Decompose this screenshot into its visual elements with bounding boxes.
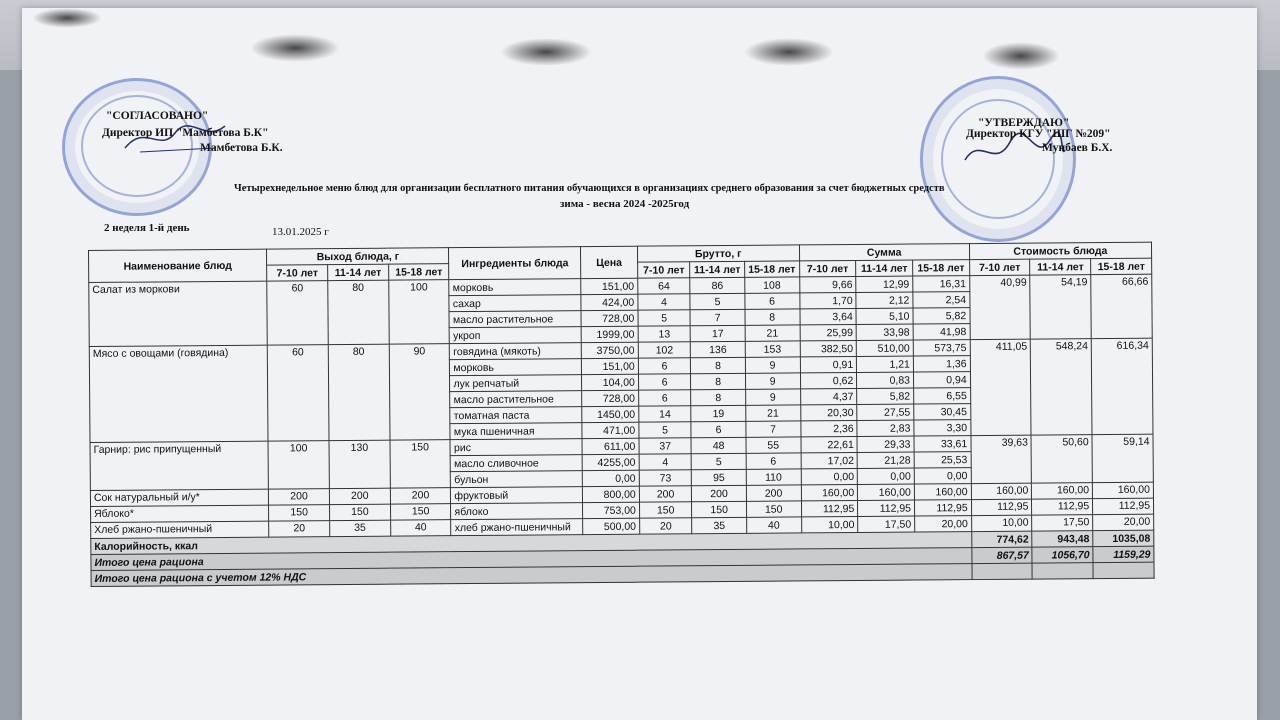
cost-cell: 59,14 xyxy=(1092,434,1153,482)
sum-cell: 160,00 xyxy=(914,484,971,500)
brutto-cell: 150 xyxy=(692,501,746,517)
price-cell: 424,00 xyxy=(581,294,638,310)
brutto-cell: 8 xyxy=(745,309,800,325)
output-cell: 80 xyxy=(328,344,390,440)
kcal-value: 943,48 xyxy=(1032,531,1093,547)
sum-cell: 5,10 xyxy=(856,308,913,324)
output-cell: 60 xyxy=(267,345,329,441)
price-cell: 3750,00 xyxy=(581,342,638,358)
sum-cell: 16,31 xyxy=(913,276,970,292)
sum-cell: 573,75 xyxy=(913,340,970,356)
age-header: 15-18 лет xyxy=(388,264,449,280)
brutto-cell: 21 xyxy=(745,325,800,341)
sum-cell: 1,70 xyxy=(799,292,856,308)
brutto-cell: 150 xyxy=(746,501,801,517)
brutto-cell: 200 xyxy=(639,486,692,502)
output-cell: 35 xyxy=(330,520,391,536)
output-cell: 150 xyxy=(390,440,451,488)
sum-cell: 0,00 xyxy=(801,468,858,484)
sum-cell: 2,54 xyxy=(913,292,970,308)
header-dish: Наименование блюд xyxy=(89,249,267,282)
brutto-cell: 40 xyxy=(746,517,801,533)
brutto-cell: 55 xyxy=(746,437,801,453)
dish-name-cell: Салат из моркови xyxy=(89,281,268,346)
sum-cell: 33,98 xyxy=(856,324,913,340)
brutto-cell: 35 xyxy=(692,517,746,533)
brutto-cell: 5 xyxy=(692,453,746,469)
kcal-value: 774,62 xyxy=(971,531,1032,547)
output-cell: 200 xyxy=(329,488,390,504)
sum-cell: 9,66 xyxy=(799,276,856,292)
approval-right-line3: Мунбаев Б.Х. xyxy=(1042,142,1113,154)
output-cell: 200 xyxy=(269,489,330,505)
print-smudge xyxy=(744,38,834,66)
age-header: 15-18 лет xyxy=(913,260,970,276)
sum-cell: 0,00 xyxy=(857,468,914,484)
sum-cell: 30,45 xyxy=(914,404,971,420)
output-cell: 80 xyxy=(328,280,389,344)
output-cell: 150 xyxy=(269,505,330,521)
sum-cell: 29,33 xyxy=(857,436,914,452)
print-smudge xyxy=(982,42,1060,70)
brutto-cell: 8 xyxy=(691,389,745,405)
total-value: 1159,29 xyxy=(1093,546,1154,562)
sum-cell: 25,53 xyxy=(914,452,971,468)
ingredient-cell: масло растительное xyxy=(449,311,581,328)
sum-cell: 1,21 xyxy=(857,356,914,372)
age-header: 11-14 лет xyxy=(1030,259,1091,275)
cost-cell: 39,63 xyxy=(971,435,1032,483)
sum-cell: 112,95 xyxy=(801,500,858,516)
brutto-cell: 4 xyxy=(638,294,691,310)
brutto-cell: 17 xyxy=(691,325,745,341)
brutto-cell: 9 xyxy=(745,373,800,389)
brutto-cell: 19 xyxy=(691,405,745,421)
output-cell: 150 xyxy=(329,504,390,520)
sum-cell: 382,50 xyxy=(800,340,857,356)
ingredient-cell: говядина (мякоть) xyxy=(450,343,582,360)
sum-cell: 3,64 xyxy=(800,308,857,324)
approval-left-line2: Директор ИП "Мамбетова Б.К" xyxy=(102,127,269,139)
brutto-cell: 86 xyxy=(690,277,744,293)
brutto-cell: 6 xyxy=(745,293,800,309)
sum-cell: 2,36 xyxy=(800,420,857,436)
kcal-label: Калорийность, ккал xyxy=(91,532,972,555)
sum-cell: 22,61 xyxy=(801,436,858,452)
brutto-cell: 102 xyxy=(638,342,691,358)
header-brutto: Брутто, г xyxy=(637,245,799,262)
output-cell: 90 xyxy=(389,344,451,440)
brutto-cell: 200 xyxy=(746,485,801,501)
ingredient-cell: фруктовый xyxy=(451,487,583,504)
brutto-cell: 95 xyxy=(692,469,746,485)
document-title: Четырехнедельное меню блюд для организации бесплатного питания обучающихся в организациях среднего образования за счет бюджетных средств xyxy=(234,183,945,194)
output-cell: 200 xyxy=(390,488,451,504)
brutto-cell: 6 xyxy=(638,358,691,374)
cost-cell: 66,66 xyxy=(1091,274,1152,338)
output-cell: 100 xyxy=(388,280,449,344)
sum-cell: 17,02 xyxy=(801,452,858,468)
price-cell: 151,00 xyxy=(581,278,638,294)
sum-cell: 3,30 xyxy=(914,420,971,436)
approval-left-line3: Мамбетова Б.К. xyxy=(200,142,283,154)
sum-cell: 0,83 xyxy=(857,372,914,388)
brutto-cell: 21 xyxy=(745,405,800,421)
age-header: 7-10 лет xyxy=(969,259,1030,275)
age-header: 15-18 лет xyxy=(744,261,799,277)
cost-cell: 160,00 xyxy=(971,483,1032,499)
ingredient-cell: лук репчатый xyxy=(450,375,582,392)
brutto-cell: 6 xyxy=(691,421,745,437)
sum-cell: 0,94 xyxy=(913,372,970,388)
print-smudge xyxy=(500,38,592,66)
sum-cell: 41,98 xyxy=(913,324,970,340)
cost-cell: 160,00 xyxy=(1032,483,1093,499)
sum-cell: 0,62 xyxy=(800,372,857,388)
price-cell: 800,00 xyxy=(582,486,639,502)
cost-cell: 20,00 xyxy=(1093,514,1154,530)
menu-table-body xyxy=(89,274,1154,538)
cost-cell: 54,19 xyxy=(1030,275,1091,339)
output-cell: 40 xyxy=(390,520,451,536)
cost-cell: 112,95 xyxy=(971,499,1032,515)
brutto-cell: 64 xyxy=(638,278,691,294)
ingredient-cell: укроп xyxy=(450,327,582,344)
price-cell: 1999,00 xyxy=(581,326,638,342)
age-header: 7-10 лет xyxy=(799,260,856,276)
sum-cell: 5,82 xyxy=(913,308,970,324)
price-cell: 471,00 xyxy=(582,422,639,438)
age-header: 11-14 лет xyxy=(328,264,389,280)
sum-cell: 5,82 xyxy=(857,388,914,404)
header-ingredients: Ингредиенты блюда xyxy=(449,247,581,280)
sum-cell: 10,00 xyxy=(801,516,858,532)
sum-cell: 0,91 xyxy=(800,356,857,372)
price-cell: 728,00 xyxy=(581,310,638,326)
output-cell: 20 xyxy=(269,521,330,537)
sum-cell: 112,95 xyxy=(858,500,915,516)
brutto-cell: 20 xyxy=(639,518,692,534)
ingredient-cell: хлеб ржано-пшеничный xyxy=(451,519,583,536)
sum-cell: 12,99 xyxy=(856,276,913,292)
sum-cell: 33,61 xyxy=(914,436,971,452)
brutto-cell: 6 xyxy=(638,374,691,390)
price-cell: 4255,00 xyxy=(582,454,639,470)
dish-name-cell: Хлеб ржано-пшеничный xyxy=(91,521,269,538)
brutto-cell: 200 xyxy=(692,485,746,501)
dish-name-cell: Гарнир: рис припущенный xyxy=(90,441,269,490)
age-header: 15-18 лет xyxy=(1091,258,1152,274)
brutto-cell: 4 xyxy=(639,454,692,470)
ingredient-cell: масло растительное xyxy=(450,391,582,408)
age-header: 11-14 лет xyxy=(856,260,913,276)
brutto-cell: 8 xyxy=(691,357,745,373)
cost-cell: 160,00 xyxy=(1093,482,1154,498)
age-header: 11-14 лет xyxy=(690,261,744,277)
sum-cell: 160,00 xyxy=(858,484,915,500)
ingredient-cell: сахар xyxy=(449,295,581,312)
dish-name-cell: Сок натуральный и/у* xyxy=(90,489,268,506)
sum-cell: 27,55 xyxy=(857,404,914,420)
brutto-cell: 7 xyxy=(690,309,744,325)
brutto-cell: 7 xyxy=(746,421,801,437)
sum-cell: 4,37 xyxy=(800,388,857,404)
age-header: 7-10 лет xyxy=(637,262,690,278)
brutto-cell: 5 xyxy=(690,293,744,309)
ingredient-cell: мука пшеничная xyxy=(450,423,582,440)
brutto-cell: 9 xyxy=(745,357,800,373)
menu-date: 13.01.2025 г xyxy=(272,226,329,238)
dish-name-cell: Яблоко* xyxy=(91,505,269,522)
sum-cell: 20,00 xyxy=(915,516,972,532)
price-cell: 753,00 xyxy=(583,502,640,518)
output-cell: 100 xyxy=(268,441,329,489)
sum-cell: 17,50 xyxy=(858,516,915,532)
brutto-cell: 150 xyxy=(639,502,692,518)
ingredient-cell: рис xyxy=(450,439,582,456)
brutto-cell: 153 xyxy=(745,341,800,357)
brutto-cell: 73 xyxy=(639,470,692,486)
brutto-cell: 6 xyxy=(746,453,801,469)
cost-cell: 548,24 xyxy=(1031,339,1093,435)
cost-cell: 112,95 xyxy=(1093,498,1154,514)
header-price: Цена xyxy=(581,246,638,278)
ingredient-cell: томатная паста xyxy=(450,407,582,424)
sum-cell: 20,30 xyxy=(800,404,857,420)
sum-cell: 6,55 xyxy=(914,388,971,404)
sum-cell: 0,00 xyxy=(914,468,971,484)
brutto-cell: 37 xyxy=(639,438,692,454)
price-cell: 1450,00 xyxy=(582,406,639,422)
approval-right-line2: Директор КГУ "ШГ №209" xyxy=(966,128,1111,140)
ingredient-cell: бульон xyxy=(451,471,583,488)
brutto-cell: 5 xyxy=(638,310,691,326)
sum-cell: 21,28 xyxy=(857,452,914,468)
total-vat-label: Итого цена рациона с учетом 12% НДС xyxy=(91,564,972,587)
header-output: Выход блюда, г xyxy=(267,248,449,265)
sum-cell: 2,12 xyxy=(856,292,913,308)
header-sum: Сумма xyxy=(799,244,969,261)
total-value: 867,57 xyxy=(972,547,1033,563)
week-day-label: 2 неделя 1-й день xyxy=(104,222,190,234)
dish-name-cell: Мясо с овощами (говядина) xyxy=(89,345,268,442)
brutto-cell: 110 xyxy=(746,469,801,485)
price-cell: 0,00 xyxy=(582,470,639,486)
document-subtitle: зима - весна 2024 -2025год xyxy=(560,198,690,210)
kcal-value: 1035,08 xyxy=(1093,530,1154,546)
print-smudge xyxy=(32,8,102,28)
brutto-cell: 5 xyxy=(639,422,692,438)
approval-left-line1: "СОГЛАСОВАНО" xyxy=(106,110,209,122)
brutto-cell: 13 xyxy=(638,326,691,342)
output-cell: 130 xyxy=(329,440,390,488)
cost-cell: 10,00 xyxy=(971,515,1032,531)
price-cell: 104,00 xyxy=(582,374,639,390)
brutto-cell: 14 xyxy=(639,406,692,422)
approval-right-line1: "УТВЕРЖДАЮ" xyxy=(978,117,1070,129)
cost-cell: 40,99 xyxy=(969,275,1030,339)
sum-cell: 2,83 xyxy=(857,420,914,436)
menu-table xyxy=(88,242,1155,587)
cost-cell: 616,34 xyxy=(1091,338,1153,434)
header-cost: Стоимость блюда xyxy=(969,242,1151,259)
output-cell: 150 xyxy=(390,504,451,520)
cost-cell: 411,05 xyxy=(970,339,1032,435)
sum-cell: 25,99 xyxy=(800,324,857,340)
print-smudge xyxy=(250,34,340,62)
cost-cell: 17,50 xyxy=(1032,515,1093,531)
price-cell: 728,00 xyxy=(582,390,639,406)
ingredient-cell: яблоко xyxy=(451,503,583,520)
output-cell: 60 xyxy=(267,281,328,345)
cost-cell: 112,95 xyxy=(1032,499,1093,515)
ingredient-cell: масло сливочное xyxy=(451,455,583,472)
total-label: Итого цена рациона xyxy=(91,548,972,571)
brutto-cell: 108 xyxy=(744,277,799,293)
brutto-cell: 6 xyxy=(638,390,691,406)
price-cell: 611,00 xyxy=(582,438,639,454)
total-value: 1056,70 xyxy=(1032,547,1093,563)
sum-cell: 1,36 xyxy=(913,356,970,372)
brutto-cell: 48 xyxy=(691,437,745,453)
age-header: 7-10 лет xyxy=(267,265,328,281)
ingredient-cell: морковь xyxy=(450,359,582,376)
price-cell: 500,00 xyxy=(583,518,640,534)
cost-cell: 50,60 xyxy=(1031,435,1092,483)
sum-cell: 160,00 xyxy=(801,484,858,500)
brutto-cell: 136 xyxy=(691,341,745,357)
brutto-cell: 9 xyxy=(745,389,800,405)
brutto-cell: 8 xyxy=(691,373,745,389)
sum-cell: 510,00 xyxy=(856,340,913,356)
sum-cell: 112,95 xyxy=(914,500,971,516)
price-cell: 151,00 xyxy=(581,358,638,374)
ingredient-cell: морковь xyxy=(449,279,581,296)
